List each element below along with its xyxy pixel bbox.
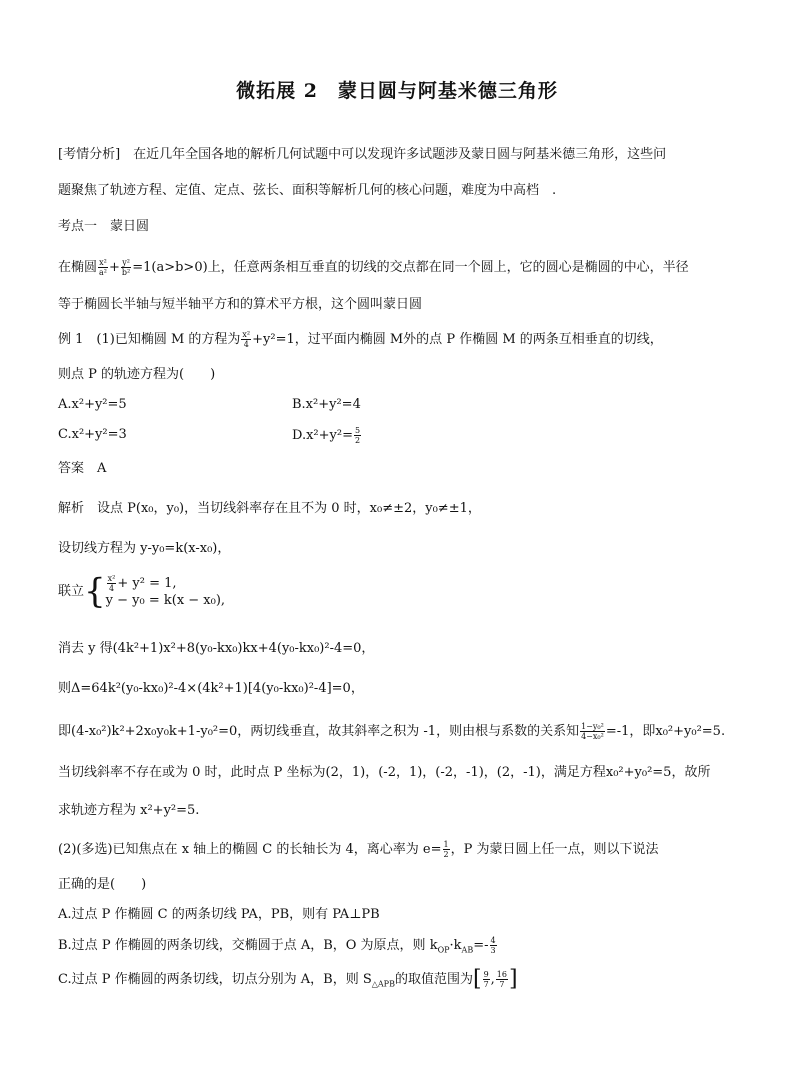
p2-pre: (2)(多选)已知焦点在 x 轴上的椭圆 C 的长轴长为 4，离心率为 e= — [58, 842, 442, 857]
answer: 答案 A — [58, 461, 107, 476]
problem-2-option-c: C.过点 P 作椭圆的两条切线，切点分别为 A，B，则 $S_{\triangle APB}$的取值范围为[ $\frac{9}{7}$ , $\frac{16}{7}$ ] — [58, 966, 518, 992]
example-1-line-2: 则点 P 的轨迹方程为( ) — [58, 367, 216, 382]
page-title: 微拓展 2 蒙日圆与阿基米德三角形 — [236, 80, 558, 102]
sol6-post: =-1，即x₀²+y₀²=5. — [605, 724, 726, 739]
option-a: A.x²+y²=5 — [58, 397, 127, 412]
option-d-text: D.x²+y²= — [292, 428, 353, 443]
fraction-x2-4-sys: $\frac{\text{x²}}{4}$ — [107, 574, 116, 593]
definition-line-1: 在椭圆 $\frac{\text{x²}}{\text{a²}}$ + $\frac{\text{y²}}{\text{b²}}$ =1(a>b>0)上，任意两条相互垂直的切线的交点都在同一个圆上，它的圆心是椭圆的中心，半径 — [58, 258, 689, 277]
solution-line-6 — [58, 722, 754, 741]
problem-2-option-b — [58, 936, 754, 960]
problem-2-line-2: 正确的是( ) — [58, 877, 147, 892]
p2b-eq: =- — [473, 938, 489, 953]
solution-line-7: 当切线斜率不存在或为 0 时，此时点 P 坐标为(2，1)，(-2，1)，(-2，-1)，(2，-1)，满足方程x₀²+y₀²=5，故所 — [58, 765, 711, 780]
fraction-5-2: $\frac{5}{2}$ — [354, 426, 361, 445]
p2b-pre: B.过点 P 作椭圆的两条切线，交椭圆于点 A，B，O 为原点，则 k — [58, 938, 438, 953]
analysis-line-1: [考情分析] 在近几年全国各地的解析几何试题中可以发现许多试题涉及蒙日圆与阿基米德三角形，这些问 — [58, 147, 667, 162]
def-pre: 在椭圆 — [58, 260, 98, 275]
solution-line-1: 解析 设点 P(x₀，y₀)，当切线斜率存在且不为 0 时，x₀≠±2，y₀≠±1， — [58, 501, 481, 516]
solution-line-2: 设切线方程为 y-y₀=k(x-x₀)， — [58, 541, 231, 556]
fraction-x2-a2: $\frac{\text{x²}}{\text{a²}}$ — [99, 258, 107, 277]
option-d — [292, 426, 362, 445]
analysis-line-2: 题聚焦了轨迹方程、定值、定点、弦长、面积等解析几何的核心问题，难度为中高档 . — [58, 183, 557, 198]
ex1-post: +y²=1，过平面内椭圆 M外的点 P 作椭圆 M 的两条互相垂直的切线， — [252, 332, 663, 347]
solution-line-8: 求轨迹方程为 x²+y²=5. — [58, 803, 200, 818]
def-post: =1(a>b>0)上，任意两条相互垂直的切线的交点都在同一个圆上，它的圆心是椭圆的中心，半径 — [132, 260, 689, 275]
option-c: C.x²+y²=3 — [58, 427, 127, 442]
option-b: B.x²+y²=4 — [292, 397, 361, 412]
fraction-4-3: $\frac{4}{3}$ — [490, 936, 496, 955]
p2c-pre: C.过点 P 作椭圆的两条切线，切点分别为 A，B，则 S — [58, 972, 372, 987]
fraction-9-7: $\frac{9}{7}$ — [483, 970, 489, 989]
example-1-line-1 — [58, 330, 754, 349]
solution-line-4: 消去 y 得(4k²+1)x²+8(y₀-kx₀)kx+4(y₀-kx₀)²-4=0， — [58, 641, 375, 656]
definition-line-2: 等于椭圆长半轴与短半轴平方和的算术平方根，这个圆叫蒙日圆 — [58, 297, 423, 312]
fraction-y2-b2: $\frac{\text{y²}}{\text{b²}}$ — [121, 258, 131, 277]
p2c-post: 的取值范围为 — [394, 972, 473, 987]
fraction-x2-4: $\frac{\text{x²}}{4}$ — [242, 330, 251, 349]
section-heading: 考点一 蒙日圆 — [58, 219, 150, 234]
left-bracket: [ — [472, 966, 482, 992]
solution-line-5: 则Δ=64k²(y₀-kx₀)²-4×(4k²+1)[4(y₀-kx₀)²-4]=0， — [58, 681, 364, 696]
p2c-sub: △APB — [371, 979, 395, 989]
fraction-root-relation: $\frac{\text{1−y₀²}}{\text{4−x₀²}}$ — [581, 722, 604, 741]
solution-system — [58, 572, 754, 612]
p2b-sub-op: OP — [437, 945, 450, 955]
problem-2-option-a: A.过点 P 作椭圆 C 的两条切线 PA，PB，则有 PA⊥PB — [58, 907, 380, 922]
p2b-dot: ·k — [449, 938, 462, 953]
ex1-pre: 例 1 (1)已知椭圆 M 的方程为 — [58, 332, 241, 347]
p2-post: ，P 为蒙日圆上任一点，则以下说法 — [450, 842, 659, 857]
sol6-pre: 即(4-x₀²)k²+2x₀y₀k+1-y₀²=0，两切线垂直，故其斜率之积为 -1，则由根与系数的关系知 — [58, 724, 580, 739]
p2b-sub-ab: AB — [461, 945, 474, 955]
problem-2-line-1 — [58, 840, 754, 859]
left-brace: { — [84, 571, 106, 612]
right-bracket: ] — [508, 966, 518, 992]
fraction-1-2: $\frac{1}{2}$ — [443, 840, 449, 859]
fraction-16-7: $\frac{16}{7}$ — [496, 970, 507, 989]
system-equations: $\frac{\text{x²}}{4}$ + y² = 1, y − y₀ = k(x − x₀), — [105, 574, 226, 608]
system-label: 联立 — [58, 584, 85, 599]
